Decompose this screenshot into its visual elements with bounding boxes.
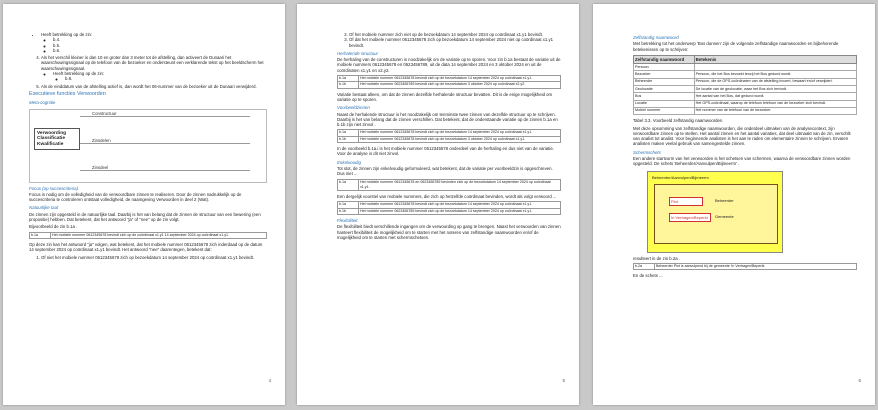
paragraph: De zinnen zijn opgesteld in de natuurlijke taal. Daarbij is het van belang dat de zinnen de structuur van een bewering (een propositie) hebben. Dat betekent, dat het antwoord "ja" of "nee" op de zin volgt. <box>29 211 261 223</box>
sketch-label: Beheerder <box>715 197 734 203</box>
subheading: Schermschets <box>633 149 661 155</box>
mind-map-branch: Zinsdelen <box>92 137 111 143</box>
table-row <box>338 136 561 142</box>
row-key: b.2a <box>634 263 655 269</box>
example-table <box>337 75 561 89</box>
bullet-list <box>29 32 267 53</box>
sketch-button: In Vertragen/Beperkt <box>669 213 711 222</box>
table-row <box>634 71 857 78</box>
row-sentence: Het mobiele nummer 0612345678 bevindt zich op de bezoekdatum 14 september 2024 op coördinaat x1.y1. <box>359 130 561 136</box>
example-table <box>337 201 561 215</box>
table-caption: Tabel 3.3. Voorbeeld zelfstandig naamwoorden <box>633 118 723 124</box>
column-header: Zelfstandig naamwoord <box>634 55 695 63</box>
screen-sketch <box>647 171 783 253</box>
row-key: b.1a <box>338 179 359 191</box>
row-sentence: Het mobiele nummer 0623456789 bevindt zich op de bezoekdatum 14 september 2024 op coördinaat x1.y1. <box>359 208 561 214</box>
numbered-list <box>337 32 561 48</box>
sketch-frame <box>654 184 778 244</box>
page-number: 4 <box>268 377 271 383</box>
table-row <box>338 202 561 208</box>
paragraph: resulteert in de zin b.2a . <box>633 255 681 261</box>
numbered-list <box>29 255 267 260</box>
table-row <box>338 76 561 82</box>
table-row <box>634 263 857 269</box>
table-row <box>634 64 857 71</box>
meaning-cell: Persoon, die de GPS-coördinaten van de afstelling invoert, bewaart en/of verwijdert. <box>694 78 856 85</box>
noun-cell: Bos <box>634 93 695 100</box>
list-item: 5. Als de einddatum van de afstelling actief is, dan wordt het 06-nummer van de bezoeker uit de Dunaari verwijderd. <box>41 84 267 89</box>
row-sentence: Het mobiele nummer 0612345678 bevindt zich op de coördinaat x1.y1 14 september 2024 op coördinaat x1.y1. <box>51 232 267 238</box>
table-row <box>30 232 267 238</box>
paragraph: En de schets ... <box>633 273 663 279</box>
page-number: 5 <box>562 377 565 383</box>
table-row <box>338 130 561 136</box>
paragraph: De flexibiliteit biedt verschillende ingangen om de verwoording op gang te brengen. Naast het verwoorden van zinnen hanteert flexibiliteit de mogelijkheid om te starten met het noteren van zelfstandige naamwoorden en/of de mogelijkheid om te starten met schermschetsen. <box>337 224 561 240</box>
row-sentence: Beheerder Plot is aanvulpend bij de gemeente 'In Vertragen/Beperkt. <box>655 263 857 269</box>
noun-cell: Beheerder <box>634 78 695 85</box>
table-row <box>338 208 561 214</box>
row-key: b.1a <box>30 232 51 238</box>
table-row <box>338 179 561 191</box>
heading: Executieve functies Verwoorden <box>29 90 106 97</box>
list-item: ◦ b.5. <box>53 43 267 48</box>
meaning-cell: Het nummer van de telefoon van de bezoeker. <box>694 107 856 114</box>
paragraph: In de voorbeeld b.1a.i is het mobiele nummer 0612345678 onderdeel van de herhaling en dus niet van de variatie. Voor de analyse is dit niet zinvol. <box>337 146 554 157</box>
subheading: Natuurlijke taal <box>29 205 59 211</box>
paragraph: De herhaling van de constructuren is noodzakelijk om de variatie op te sporen. Voor zin b.1a bestaat de variatie uit de mobiele nummers 0612345678 en 0623456789, uit de data 14 september 2024 en 3 oktober 2024 en uit de coördinaten x1.y1 en x2.y2. <box>337 57 561 73</box>
row-sentence: Het mobiele nummer 0612345678 en 0623456789 bevinden zich op de bezoekdatum 14 september 2024 op coördinaat x1.y1. <box>359 179 561 191</box>
example-table <box>29 232 267 239</box>
noun-cell: Persoon <box>634 64 695 71</box>
sketch-label: Gemeente <box>715 213 734 219</box>
mind-map-branch: Zinsdeel <box>92 164 109 170</box>
paragraph: Focus is nodig om de volledigheid van de verwoordbare zinnen te realiseren. Door de zinnen nadrukkelijk op de succescriteria te controleren ontstaat volledigheid, de naamgeving Verwoorden in deel 2 (Wat). <box>29 191 242 203</box>
noun-cell: Geolocatie <box>634 86 695 93</box>
list-item: ◦ Heeft betrekking op de zin: ◦ b.8. <box>53 71 267 82</box>
table-row <box>634 93 857 100</box>
meaning-cell <box>694 64 856 71</box>
table-row <box>634 100 857 107</box>
paragraph: Variatie bestaat alleen, om dat de zinnen dezelfde herhalende structuur bevatten. Dit is de enige mogelijkheid om variatie op te sporen. <box>337 91 553 102</box>
table-row <box>338 82 561 88</box>
paragraph: Met deze opsomming van zelfstandige naamwoorden, die onderdeel uitmaken van de analysecontext, zijn verwoordbare zinnen op te stellen. Het aantal zinnen en het aantal variaties, dat deel uitmaakt van de zin, verschilt van analist tot analist. Voor beginnende analisten is het aan te raden om elementaire zinnen te schrijven. Ervaren analisten maken veelal gebruik van samengestelde zinnen. <box>633 125 851 147</box>
list-item: 2. Of het mobiele nummer zich niet op de bezoekdatum 14 september 2024 op coördinaat x1.y1 bevindt. <box>349 32 561 37</box>
row-key: b.1a <box>338 202 359 208</box>
mind-map <box>29 109 267 183</box>
list-item: 3. Of dat het mobiele nummer 0612345678 zich op bezoekdatum 14 september 2024 niet op coördinaat x1.y1 bevindt. <box>349 37 561 48</box>
subheading: Herhalende structuur <box>337 50 379 56</box>
list-item: 1. Of niet het mobiele nummer 0612345678 zich op bezoekdatum 14 september 2024 op coördinaat x1.y1 bevindt. <box>41 255 267 260</box>
mind-map-branch: Constructuur <box>92 110 117 116</box>
row-sentence: Het mobiele nummer 0612345678 bevindt zich op de bezoekdatum 3 oktober 2024 op coördinaat x1.y1. <box>359 136 561 142</box>
meaning-cell: De locatie van de geolocatie, waar het Bos zich bevindt. <box>694 86 856 93</box>
page-number: 6 <box>858 377 861 383</box>
row-key: b.1a <box>338 76 359 82</box>
paragraph: Bijvoorbeeld de zin b.1a . <box>29 224 78 230</box>
sub-list <box>41 37 267 53</box>
numbered-list <box>29 55 267 89</box>
example-table <box>337 129 561 143</box>
list-item: ◦ b.8. <box>65 76 267 81</box>
paragraph: Naast de herhalende structuur is het noodzakelijk om tenminste twee zinnen van dezelfde structuur op te schrijven. Daarbij is het van belang dat de zinnen verschillen. Dat betekent, dat de onderstaande variatie op de zinnen b.1a en b.1b zijn niet zinvol . <box>337 111 558 128</box>
page-4 <box>3 4 285 405</box>
sketch-button: Plot <box>669 197 703 206</box>
subheading: Zelfstandig naamwoord <box>633 35 679 40</box>
row-sentence: Het mobiele nummer 0612345678 bevindt zich op de bezoekdatum 14 september 2024 op coördinaat x1.y1. <box>359 202 561 208</box>
noun-cell: Locatie <box>634 100 695 107</box>
row-key: b.1b <box>338 208 359 214</box>
row-key: b.1b <box>338 136 359 142</box>
meaning-cell: Persoon, die het Bos bezoekt tenzij het Bos gedund wordt. <box>694 71 856 78</box>
list-item: ◦ b.4. <box>53 37 267 42</box>
paragraph: Een andere startvorm van het verwoorden is het schetsen van schermen, waarna de verwoordbare zinnen worden opgesteld. De schets 'Beheerder/Aanvulpen/Bijmeerm' . <box>633 156 851 167</box>
row-sentence: Het mobiele nummer 0623456789 bevindt zich op de bezoekdatum 3 oktober 2024 op coördinaat x2.y2. <box>359 82 561 88</box>
subheading: Meta-cognitie <box>29 100 56 106</box>
list-item: 4. Als het verschil kleiner is dan 10 en groter dan 3 meter tot de afstelling, dan activeert de Dunaari het waarschuwingssignaal op de telefoon van de bezoeker en ondersteunt een verklarende tekst op het beeldscherm het waarschuwingssignaal. ◦ Heeft betrekking op de zin: ◦ b.8. <box>41 55 267 81</box>
sketch-title: Beheerder/Aanvulpen/Bijmeerm <box>652 174 709 180</box>
example-table <box>633 263 857 270</box>
example-table <box>337 179 561 192</box>
subheading: Voorbeeldzinnen <box>337 105 370 111</box>
sub-list <box>53 76 267 81</box>
paragraph: Tot slot, de zinnen zijn enkelvoudig geformuleerd, wat betekent, dat de variatie per voorbeeldzin is opgeschreven. Dus niet ... <box>337 165 553 177</box>
page-5 <box>297 4 579 405</box>
paragraph: Op deze zin kan het antwoord "ja" volgen, wat betekent, dat het mobiele nummer 0612345678 zich inderdaad op de datum 14 september 2024 op coördinaat x1.y1 bevindt. Het antwoord "nee" daarentegen, betekent dat: <box>29 241 263 253</box>
subheading: Enkelvoudig <box>337 159 361 165</box>
row-sentence: Het mobiele nummer 0612345678 bevindt zich op de bezoekdatum 14 september 2024 op coördinaat x1.y1. <box>359 76 561 82</box>
noun-cell: Bezoeker <box>634 71 695 78</box>
noun-cell: Mobiel nummer <box>634 107 695 114</box>
paragraph: Met betrekking tot het onderwerp 'Bos dunnen' zijn de volgende zelfstandige naamwoorden en bijbehorende betekenissen op te schrijven: <box>633 41 839 52</box>
table-row <box>634 107 857 114</box>
noun-table <box>633 55 857 115</box>
row-key: b.1a <box>338 130 359 136</box>
table-row <box>634 78 857 85</box>
table-row <box>634 86 857 93</box>
row-key: b.1b <box>338 82 359 88</box>
bullet-list <box>41 71 267 82</box>
meaning-cell: Het aantal van het Bos, dat gedund wordt. <box>694 93 856 100</box>
list-item: ◦ b.6. <box>53 48 267 53</box>
list-item: • Heeft betrekking op de zin: ◦ b.4. ◦ b.5. ◦ b.6. <box>41 32 267 53</box>
mind-map-root: Verwoording Classificatie Kwalificatie <box>34 128 80 151</box>
meaning-cell: Het GPS-coördinaat, waarop de telefoon telefoon van de bezoeker zich bevindt. <box>694 100 856 107</box>
subheading: Flexibiliteit <box>337 218 358 224</box>
subheading: Focus (op succescriteria) <box>29 185 79 191</box>
column-header: Betekenis <box>694 55 856 63</box>
page-6 <box>593 4 875 405</box>
paragraph: Een dergelijk voorstel van mobiele nummers, die zich op hetzelfde coördinaat bevinden, wordt als volgt verwoord ... <box>337 194 557 200</box>
